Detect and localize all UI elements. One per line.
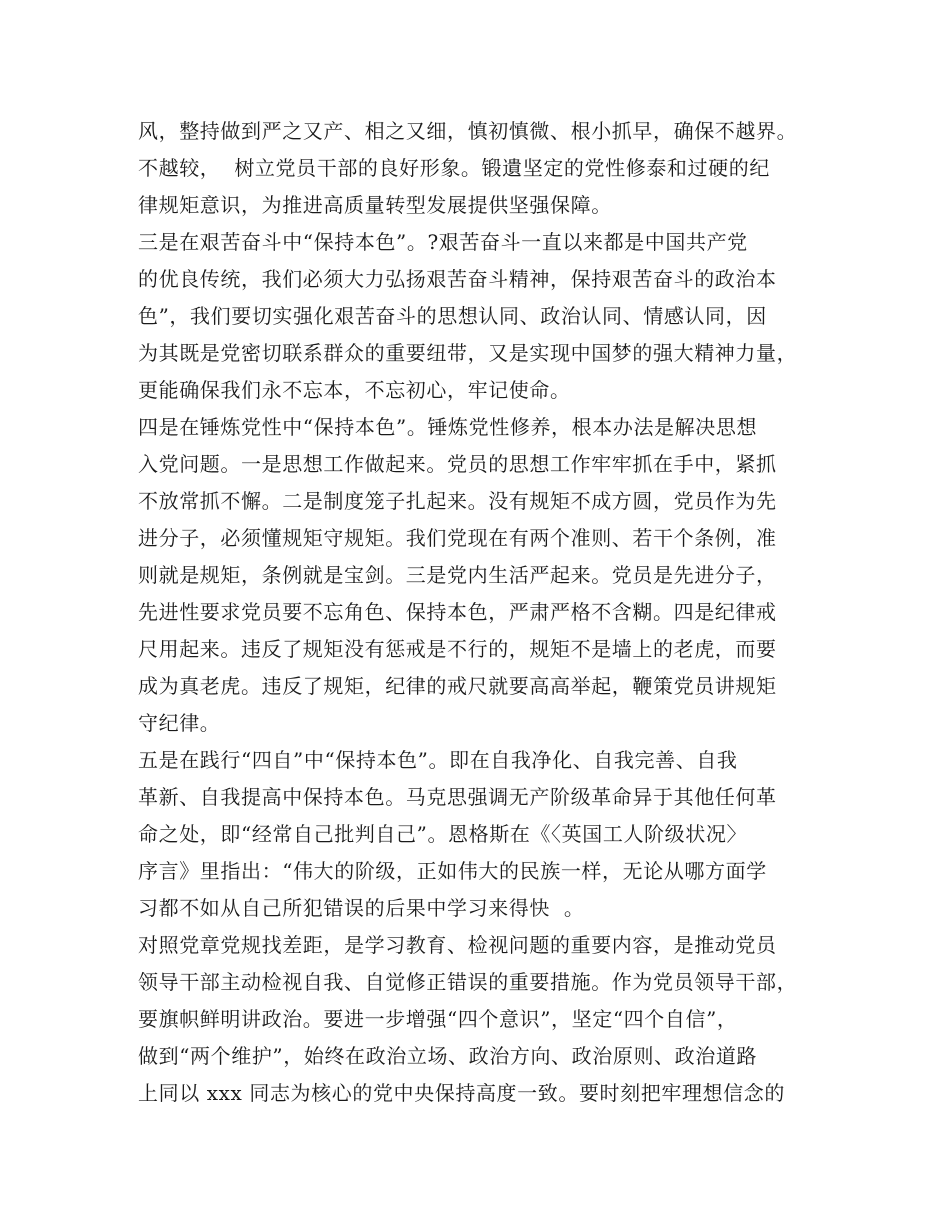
text-line: 要旗帜鲜明讲政治。要进一步增强“四个意识”，坚定“四个自信”， (138, 1007, 738, 1031)
text-line: 守纪律。 (138, 711, 221, 735)
text-line: 革新、自我提高中保持本色。马克思强调无产阶级革命异于其他任何革 (138, 785, 777, 809)
text-line: 领导干部主动检视自我、自觉修正错误的重要措施。作为党员领导干部， (138, 970, 798, 994)
text-line: 为其既是党密切联系群众的重要纽带，又是实现中国梦的强大精神力量， (138, 341, 798, 365)
text-line: 习都不如从自己所犯错误的后果中学习来得快 。 (138, 896, 585, 920)
text-line: 的优良传统，我们必须大力弘扬艰苦奋斗精神，保持艰苦奋斗的政治本 (138, 267, 777, 291)
text-line: 不放常抓不懈。二是制度笼子扎起来。没有规矩不成方圆，党员作为先 (138, 489, 777, 513)
text-line: 风，整持做到严之又产、相之又细，慎初慎微、根小抓早，确保不越界。 (138, 119, 798, 143)
text-line: 先进性要求党员要不忘角色、保持本色，严肃严格不含糊。四是纪律戒 (138, 600, 777, 624)
text-line: 成为真老虎。违反了规矩，纪律的戒尺就要高高举起，鞭策党员讲规矩 (138, 674, 777, 698)
text-line: 五是在践行“四自”中“保持本色”。即在自我净化、自我完善、自我 (138, 748, 738, 772)
text-line: 色”，我们要切实强化艰苦奋斗的思想认同、政治认同、情感认同，因 (138, 304, 767, 328)
text-line: 三是在艰苦奋斗中“保持本色”。?艰苦奋斗一直以来都是中国共产党 (138, 230, 748, 254)
text-line: 不越较， 树立党员干部的良好形象。锻遺坚定的党性修泰和过硬的纪 (138, 156, 770, 180)
text-line: 做到“两个维护”，始终在政治立场、政治方向、政治原则、政治道路 (138, 1044, 758, 1068)
text-line: 命之处，即“经常自己批判自己”。恩格斯在《〈英国工人阶级状况〉 (138, 822, 748, 846)
text-line: 律规矩意识，为推进高质量转型发展提供坚强保障。 (138, 193, 612, 217)
text-line: 对照党章党规找差距，是学习教育、检视问题的重要内容，是推动党员 (138, 933, 777, 957)
text-line: 更能确保我们永不忘本，不忘初心，牢记使命。 (138, 378, 571, 402)
text-line: 序言》里指出：“伟大的阶级，正如伟大的民族一样，无论从哪方面学 (138, 859, 767, 883)
text-line: 进分子，必须懂规矩守规矩。我们党现在有两个准则、若干个条例，准 (138, 526, 777, 550)
text-line: 上同以 xxx 同志为核心的党中央保持高度一致。要时刻把牢理想信念的 (138, 1081, 785, 1105)
text-line: 入党问题。一是思想工作做起来。党员的思想工作牢牢抓在手中，紧抓 (138, 452, 777, 476)
text-line: 则就是规矩，条例就是宝剑。三是党内生活严起来。党员是先进分子， (138, 563, 777, 587)
text-line: 四是在锤炼党性中“保持本色”。锤炼党性修养，根本办法是解决思想 (138, 415, 758, 439)
body-text (138, 113, 838, 1112)
text-line: 尺用起来。违反了规矩没有惩戒是不行的，规矩不是墙上的老虎，而要 (138, 637, 777, 661)
